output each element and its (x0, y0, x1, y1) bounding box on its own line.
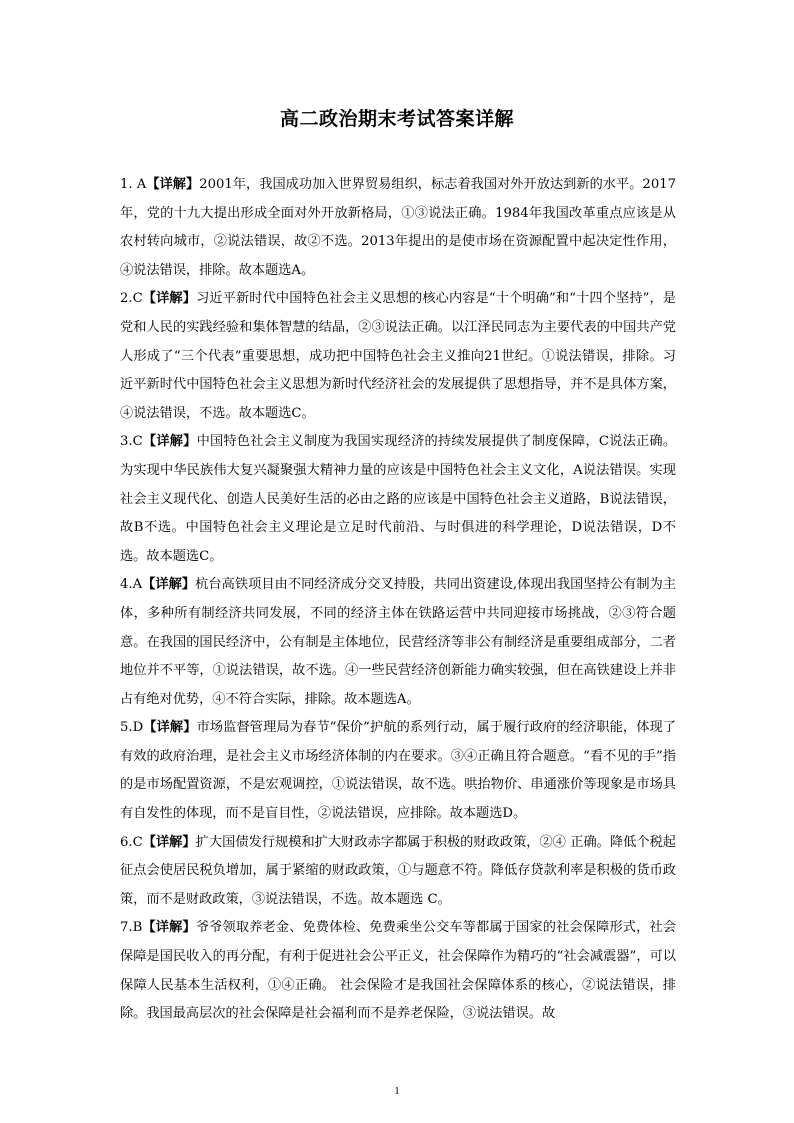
detail-tag: 【详解】 (143, 720, 197, 736)
answer-text: 2001年，我国成功加入世界贸易组织，标志着我国对外开放达到新的水平。2017年，党的十九大提出形成全面对外开放新格局，①③说法正确。1984年我国改革重点应该是从农村转向城市，②说法错误，故②不选。2013年提出的是使市场在资源配置中起决定性作用，④说法错误，排除。故本题选A。 (120, 177, 676, 278)
detail-tag: 【详解】 (142, 291, 197, 307)
answer-number: 1. A (120, 177, 147, 192)
answer-text: 习近平新时代中国特色社会主义思想的核心内容是“十个明确”和“十四个坚持”，是党和人民的实践经验和集体智慧的结晶，②③说法正确。以江泽民同志为主要代表的中国共产党人形成了“三个代表”重要思想，成功把中国特色社会主义推向21世纪。①说法错误，排除。习近平新时代中国特色社会主义思想为新时代经济社会的发展提供了思想指导，并不是具体方案，④说法错误，不选。故本题选C。 (120, 291, 676, 421)
answer-item-7 (120, 914, 676, 1028)
answer-number: 5.D (120, 720, 144, 736)
page-title: 高二政治期末考试答案详解 (279, 108, 514, 130)
answer-number: 4.A (120, 577, 143, 593)
detail-tag: 【详解】 (146, 177, 200, 192)
answer-item-2 (120, 285, 676, 428)
answer-number: 3.C (120, 434, 143, 450)
answer-text: 杭台高铁项目由不同经济成分交叉持股，共同出资建设,体现出我国坚持公有制为主体，多种所有制经济共同发展，不同的经济主体在铁路运营中共同迎接市场挑战，②③符合题意。在我国的国民经济中，公有制是主体地位，民营经济等非公有制经济是重要组成部分，二者地位并不平等，①说法错误，故不选。④一些民营经济创新能力确实较强，但在高铁建设上并非占有绝对优势，④不符合实际，排除。故本题选A。 (120, 577, 677, 707)
detail-tag: 【详解】 (142, 577, 196, 593)
detail-tag: 【详解】 (142, 920, 196, 936)
answer-text: 爷爷领取养老金、免费体检、免费乘坐公交车等都属于国家的社会保障形式，社会保障是国民收入的再分配，有利于促进社会公平正义，社会保障作为精巧的“社会减震器”，可以保障人民基本生活权利，①④正确。 社会保险才是我国社会保障体系的核心，②说法错误，排除。我国最高层次的社会保障是社会福利而不是养老保险，③说法错误。故 (120, 920, 677, 1022)
answer-text: 中国特色社会主义制度为我国实现经济的持续发展提供了制度保障，C说法正确。为实现中华民族伟大复兴凝聚强大精神力量的应该是中国特色社会主义文化，A说法错误。实现社会主义现代化、创造人民美好生活的必由之路的应该是中国特色社会主义道路，B说法错误，故B不选。中国特色社会主义理论是立足时代前沿、与时俱进的科学理论，D说法错误，D不选。故本题选C。 (120, 434, 677, 564)
answer-number: 7.B (120, 920, 143, 936)
answer-number: 6.C (120, 834, 143, 850)
answer-text: 扩大国债发行规模和扩大财政赤字都属于积极的财政政策，②④ 正确。降低个税起征点会使居民税负增加，属于紧缩的财政政策，①与题意不符。降低存贷款利率是积极的货币政策，而不是财政政策，③说法错误，不选。故本题选 C。 (120, 834, 676, 907)
answer-list (120, 171, 676, 1029)
answer-item-1 (120, 171, 676, 285)
answer-item-3 (120, 428, 676, 571)
answer-number: 2.C (120, 291, 143, 307)
detail-tag: 【详解】 (142, 834, 196, 850)
answer-item-4 (120, 571, 676, 714)
answer-item-5 (120, 714, 676, 828)
answer-text: 市场监督管理局为春节“保价”护航的系列行动，属于履行政府的经济职能，体现了有效的政府治理，是社会主义市场经济体制的内在要求。③④正确且符合题意。“看不见的手”指的是市场配置资源，不是宏观调控，①说法错误，故不选。哄抬物价、串通涨价等现象是市场具有自发性的体现，而不是盲目性，②说法错误，应排除。故本题选D。 (120, 720, 677, 822)
detail-tag: 【详解】 (142, 434, 197, 450)
page-number: 1 (394, 1085, 400, 1097)
answer-item-6 (120, 829, 676, 915)
